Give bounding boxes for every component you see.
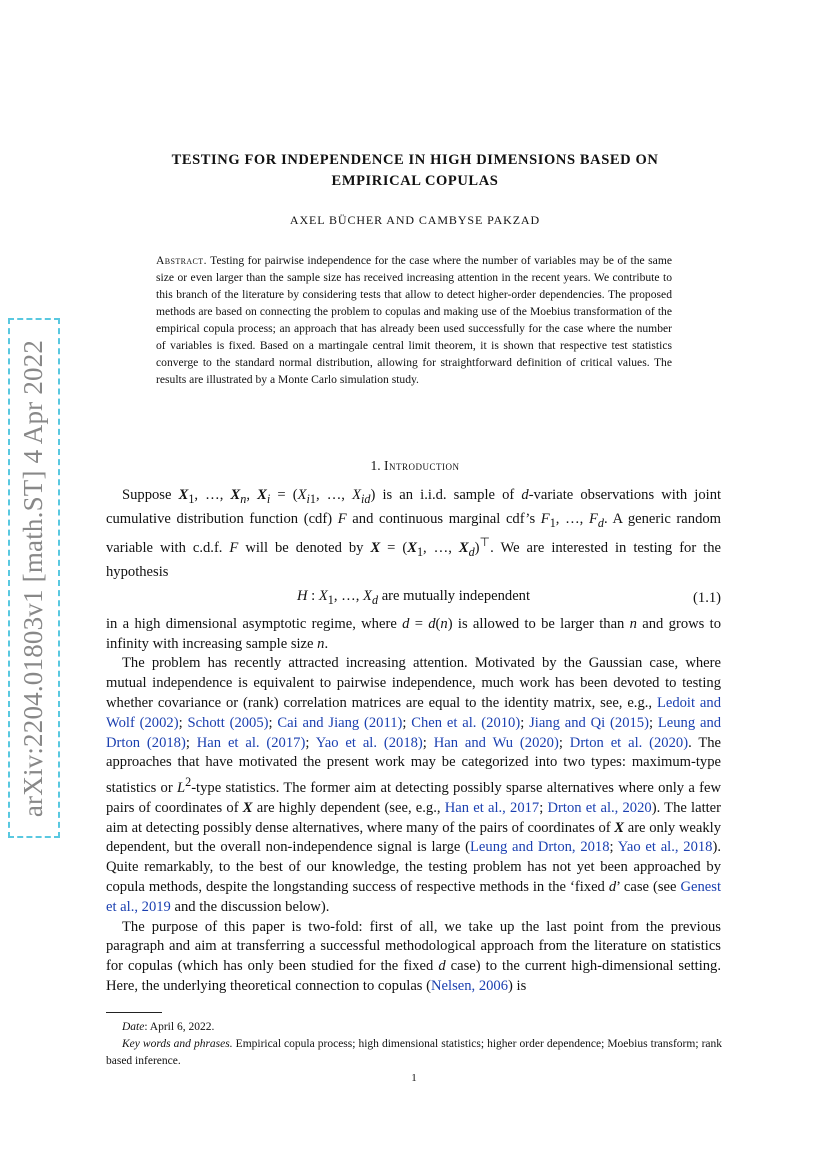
citation-link[interactable]: Leung and Drton (2018) xyxy=(106,714,722,751)
abstract-text: Testing for pairwise independence for the case where the number of variables may be of the same size or even larger than the sample size has received increasing attention in the recent years. We contribute to this branch of the literature by considering tests that allow to detect higher-order dependencies. The proposed methods are based on connecting the problem to copulas and making use of the Moebius transformation of the empirical copula process; an approach that has already been used successfully for the case where the number of variables is fixed. Based on a martingale central limit theorem, it is shown that respective test statistics converge to the standard normal distribution, allowing for straightforward definition of critical values. The results are illustrated by a Monte Carlo simulation study. xyxy=(156,254,672,386)
footnote-rule xyxy=(106,1012,162,1013)
section-body xyxy=(106,486,721,997)
paragraph-2: in a high dimensional asymptotic regime, where d = d(n) is allowed to be larger than n and grows to infinity with increasing sample size n. xyxy=(106,615,721,652)
footnote-date xyxy=(106,1019,722,1036)
paragraph-3: The problem has recently attracted increasing attention. Motivated by the Gaussian case, where mutual independence is equivalent to pairwise independence, much work has been devoted to testing whether covariance or (rank) correlation matrices are equal to the identity matrix, see, e.g., Ledoit and Wolf (2002); Schott (2005); Cai and Jiang (2011); Chen et al. (2010); Jiang and Qi (2015); Leung and Drton (2018); Han et al. (2017); Yao et al. (2018); Han and Wu (2020); Drton et al. (2020). The approaches that have motivated the present work may be categorized into two types: maximum-type statistics or $L^2$-type statistics. The former aim at detecting possibly sparse alternatives where only a few pairs of coordinates of X are highly dependent (see, e.g., Han et al., 2017; Drton et al., 2020). The latter aim at detecting possibly dense alternatives, where many of the pairs of coordinates of X are only weakly dependent, but the overall non-independence signal is large (Leung and Drton, 2018; Yao et al., 2018). Quite remarkably, to the best of our knowledge, the testing problem has not yet been approached by copula methods, despite the longstanding success of respective methods in the ‘fixed d’ case (see Genest et al., 2019 and the discussion below). xyxy=(106,655,722,915)
paragraph-1: Suppose $X_1$, …, $X_n$, $X_i = (X_{i1}$, …, $X_{id}$) is an i.i.d. sample of d-variate observations with joint cumulative distribution function (cdf) F and continuous marginal cdf’s $F_1$, …, $F_d$. A generic random variable with c.d.f. F will be denoted by $X = (X_1$, …, $X_d)^⊤$. We are interested in testing for the hypothesis xyxy=(106,487,722,580)
paragraph-4: The purpose of this paper is two-fold: first of all, we take up the last point from the previous paragraph and aim at transferring a successful methodological approach from the literature on statistics for copulas (which has only been studied for the fixed d case) to the current high-dimensional setting. Here, the underlying theoretical connection to copulas (Nelsen, 2006) is xyxy=(106,918,721,994)
citation-link[interactable]: Jiang and Qi (2015) xyxy=(529,714,649,731)
citation-link[interactable]: Chen et al. (2010) xyxy=(411,714,521,731)
equation-number: (1.1) xyxy=(693,589,721,606)
abstract-label: Abstract. xyxy=(156,254,207,267)
footnotes xyxy=(106,1019,722,1070)
citation-link[interactable]: Nelsen, 2006 xyxy=(431,977,509,994)
arxiv-identifier: arXiv:2204.01803v1 [math.ST] 4 Apr 2022 xyxy=(18,339,49,817)
date-label: Date xyxy=(122,1021,145,1033)
citation-link[interactable]: Han et al., 2017 xyxy=(444,799,540,816)
keywords-label: Key words and phrases. xyxy=(122,1038,233,1050)
abstract xyxy=(156,252,672,388)
equation-text: are mutually independent xyxy=(381,587,531,604)
paper-authors: AXEL BÜCHER AND CAMBYSE PAKZAD xyxy=(289,213,541,227)
section-heading xyxy=(110,458,720,474)
citation-link[interactable]: Han and Wu (2020) xyxy=(433,734,559,751)
keywords-value: Empirical copula process; high dimensional statistics; higher order dependence; Moebius transform; rank based inference. xyxy=(106,1038,723,1067)
footnote-keywords xyxy=(106,1036,722,1070)
citation-link[interactable]: Leung and Drton, 2018 xyxy=(470,839,610,856)
citation-link[interactable]: Yao et al., 2018 xyxy=(617,839,713,856)
citation-link[interactable]: Cai and Jiang (2011) xyxy=(277,714,403,731)
date-value: : April 6, 2022. xyxy=(144,1021,215,1033)
equation-1-1: H : $X_1$, …, $X_d$ are mutually independent (1.1) xyxy=(296,587,721,607)
section-title: Introduction xyxy=(384,458,460,473)
title-line-2: EMPIRICAL COPULAS xyxy=(331,173,499,189)
citation-link[interactable]: Yao et al. (2018) xyxy=(315,734,423,751)
citation-link[interactable]: Drton et al., 2020 xyxy=(547,799,652,816)
title-line-1: TESTING FOR INDEPENDENCE IN HIGH DIMENSIONS BASED ON xyxy=(171,152,659,168)
citation-link[interactable]: Genest et al., 2019 xyxy=(106,878,721,915)
arxiv-watermark[interactable] xyxy=(8,318,60,838)
citation-link[interactable]: Han et al. (2017) xyxy=(196,734,306,751)
citation-link[interactable]: Ledoit and Wolf (2002) xyxy=(106,694,721,731)
page-number: 1 xyxy=(411,1072,417,1084)
citation-link[interactable]: Schott (2005) xyxy=(187,714,269,731)
paper-title xyxy=(110,150,720,192)
citation-link[interactable]: Drton et al. (2020) xyxy=(569,734,689,751)
section-number: 1. xyxy=(370,458,381,473)
